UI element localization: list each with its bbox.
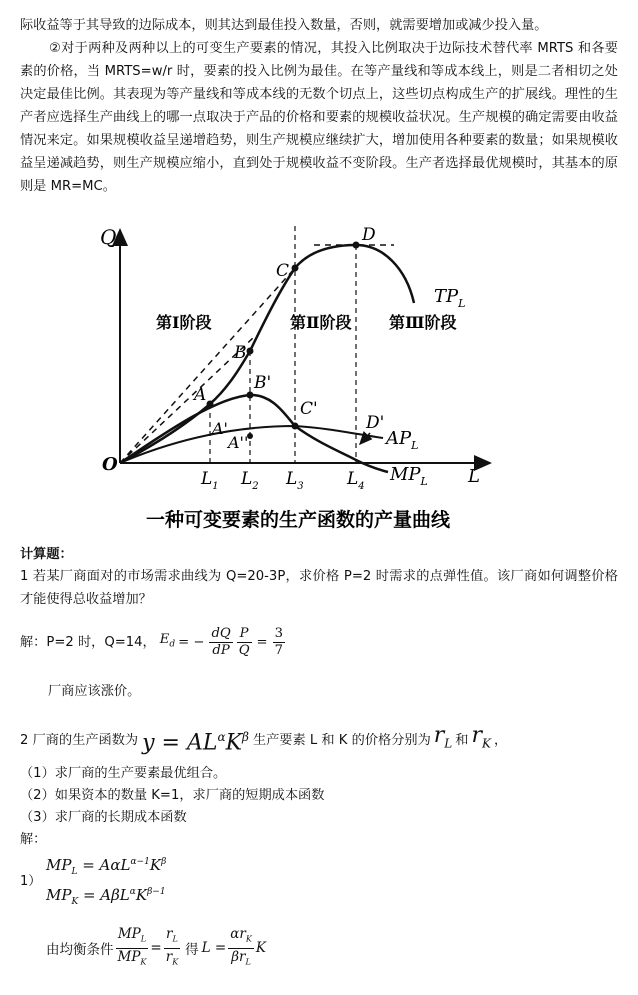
step-1-label: 1） — [20, 874, 42, 889]
equilibrium-K: K — [255, 940, 266, 956]
stage-2-label: 第Ⅱ阶段 — [290, 313, 352, 332]
equilibrium-text: 由均衡条件 — [46, 942, 114, 958]
frac-alpha-beta: $\frac{\alpha r_K}{\beta r_L}$ — [230, 925, 252, 967]
axis-y-label: Q — [100, 225, 117, 249]
price-rL: $r_L$ — [433, 723, 453, 751]
production-function: $y = AL^\alpha K^\beta$ — [142, 729, 249, 756]
label-A: A — [194, 385, 207, 405]
label-TP: $TP_L$ — [434, 286, 466, 310]
label-Ap: A' — [212, 419, 228, 438]
stage-1-label: 第Ⅰ阶段 — [156, 313, 212, 332]
point-C — [292, 265, 299, 272]
mp-curve — [120, 395, 388, 472]
label-B: B — [234, 343, 247, 363]
label-Bp: B' — [254, 373, 272, 393]
sub-question-2: （2）如果资本的数量 K=1，求厂商的短期成本函数 — [20, 788, 325, 803]
ap-curve — [120, 426, 383, 463]
stage-3-label: 第Ⅲ阶段 — [389, 313, 457, 332]
production-curve-figure — [88, 208, 508, 538]
answer-1-equals: = − — [178, 634, 205, 650]
price-rK: $r_K$ — [471, 723, 491, 751]
intro-paragraph: ②对于两种及两种以上的可变生产要素的情况，其投入比例取决于边际技术替代率 MRTS 和各要素的价格，当 MRTS=w/r 时，要素的投入比例为最佳。在等产量线和等成本线上，则是二者相切之处决定最佳比例。其表现为等产量线和等成本线的无数个切点上，这些切点构成生产的扩展线。理性的生产者应选择生产曲线上的哪一点取决于产品的价格和要素的规模收益状况。生产规模的确定需要由收益情况来定。如果规模收益呈递增趋势，则生产规模应继续扩大，增加使用各种要素的数量；如果规模收益呈递减趋势，则生产规模应缩小，直到处于规模收益不变阶段。生产者选择最优规模时，其基本的原则是 MR=MC。 — [20, 41, 618, 194]
intro-line: 际收益等于其导致的边际成本，则其达到最佳投入数量，否则，就需要增加或减少投入量。 — [20, 18, 548, 33]
equilibrium-equals: = — [150, 940, 162, 956]
frac-3-7: $\frac{3}{7}$ — [274, 625, 283, 658]
question-1: 1 若某厂商面对的市场需求曲线为 Q=20-3P，求价格 P=2 时需求的点弹性值。该厂商如何调整价格才能使得总收益增加？ — [20, 569, 618, 607]
point-B — [247, 348, 254, 355]
label-Cp: C' — [300, 399, 318, 419]
label-AP: $AP_L$ — [386, 428, 419, 452]
solution-label: 解： — [20, 832, 47, 847]
frac-dq-dp: $\frac{dQ}{dP}$ — [211, 625, 231, 658]
frac-mpl-mpk: $\frac{MP_L}{MP_K}$ — [117, 925, 147, 967]
sub-question-3: （3）求厂商的长期成本函数 — [20, 810, 187, 825]
point-Bp — [247, 392, 254, 399]
figure-caption: 一种可变要素的生产函数的产量曲线 — [145, 509, 451, 531]
mpl-equation: $MP_L = A\alpha L^{\alpha-1}K^\beta$ — [46, 856, 167, 877]
tick-L1: $L_1$ — [201, 469, 219, 492]
label-D: D — [362, 225, 376, 245]
origin-label: O — [102, 454, 118, 475]
sub-question-1: （1）求厂商的生产要素最优组合。 — [20, 766, 227, 781]
point-A — [207, 401, 214, 408]
problems-heading: 计算题： — [20, 547, 73, 562]
question-2 — [20, 722, 618, 758]
frac-rl-rk: $\frac{r_L}{r_K}$ — [165, 925, 179, 967]
point-D — [353, 242, 360, 249]
question-2-middle: 生产要素 L 和 K 的价格分别为 — [252, 732, 431, 748]
frac-p-q: $\frac{P}{Q}$ — [238, 625, 250, 658]
label-C: C — [276, 261, 290, 281]
tick-L4: $L_4$ — [347, 469, 365, 492]
answer-1-equals-2: = — [256, 634, 268, 650]
mpk-equation: $MP_K = A\beta L^\alpha K^{\beta-1}$ — [46, 886, 166, 907]
point-Cp — [292, 423, 299, 430]
axis-x-label: L — [468, 466, 480, 487]
elasticity-symbol: E — [159, 631, 170, 647]
tick-L3: $L_3$ — [286, 469, 304, 492]
label-App: A'' — [228, 433, 249, 452]
label-Dp: D' — [366, 413, 385, 433]
equilibrium-de: 得 — [185, 942, 199, 958]
answer-1-conclusion: 厂商应该涨价。 — [48, 684, 141, 699]
equilibrium-L: L = — [201, 940, 227, 956]
label-MP: $MP_L$ — [390, 464, 428, 488]
equilibrium-condition — [46, 925, 266, 968]
ray-to-C — [120, 268, 295, 463]
question-2-and: 和 — [455, 732, 469, 748]
answer-1-prefix: 解：P=2 时，Q=14， — [20, 634, 156, 650]
question-2-prefix: 2 厂商的生产函数为 — [20, 732, 139, 748]
answer-1 — [20, 622, 618, 662]
tick-L2: $L_2$ — [241, 469, 259, 492]
elasticity-subscript: d — [169, 639, 176, 650]
question-2-end: ， — [493, 732, 508, 748]
